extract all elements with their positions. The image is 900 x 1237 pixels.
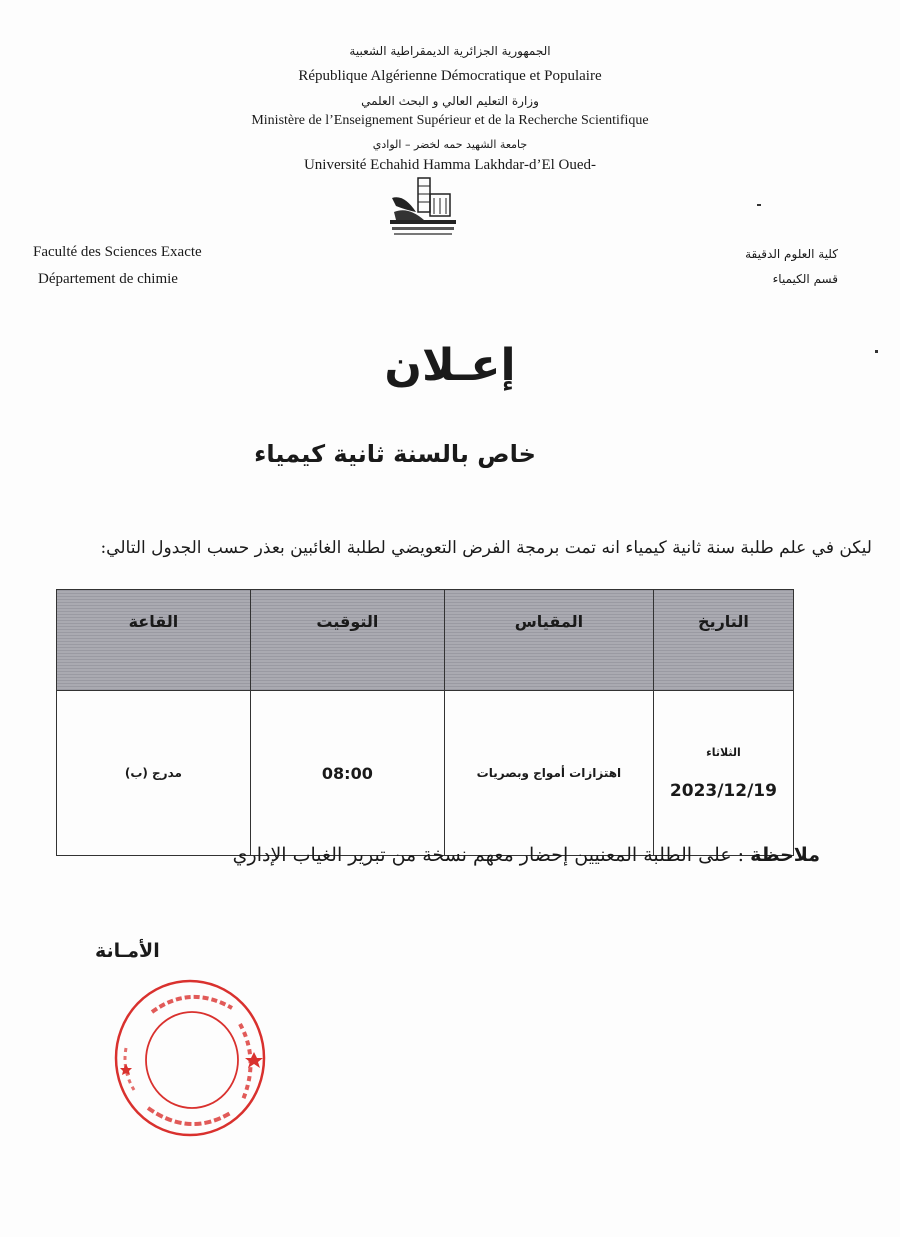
cell-module: اهتزازات أمواج وبصريات [444, 691, 653, 856]
republic-french: République Algérienne Démocratique et Populaire [298, 68, 602, 84]
ministry-french: Ministère de l’Enseignement Supérieur et de la Recherche Scientifique [251, 113, 649, 128]
note [233, 844, 820, 866]
cell-date-value: 2023/12/19 [669, 780, 777, 801]
header-time: التوقيت [250, 590, 444, 691]
table-row [57, 691, 794, 856]
university-french: Université Echahid Hamma Lakhdar-d’El Oued- [303, 157, 597, 173]
ministry-arabic: وزارة التعليم العالي و البحث العلمي [361, 94, 539, 108]
exam-schedule-table [56, 589, 794, 856]
scan-speck [757, 204, 761, 206]
cell-day: الثلاثاء [706, 745, 741, 759]
header-room: القاعة [57, 590, 251, 691]
announcement-subtitle: خاص بالسنة ثانية كيمياء [254, 440, 536, 468]
intro-text: ليكن في علم طلبة سنة ثانية كيمياء انه تمت برمجة الفرض التعويضي لطلبة الغائبين بعذر حسب الجدول التالي: [100, 538, 872, 558]
department-french: Département de chimie [38, 271, 178, 287]
note-text: : على الطلبة المعنيين إحضار معهم نسخة من تبرير الغياب الإداري [232, 844, 745, 866]
republic-arabic: الجمهورية الجزائرية الديمقراطية الشعبية [349, 44, 551, 58]
announcement-title: إعـلان [384, 340, 516, 391]
university-logo-icon [388, 176, 462, 240]
note-label: ملاحظة [750, 844, 820, 866]
header-date: التاريخ [653, 590, 793, 691]
cell-date [653, 691, 793, 856]
official-stamp-icon [112, 978, 268, 1138]
header-module: المقياس [444, 590, 653, 691]
secretariat-signature: الأمـانة [95, 940, 160, 962]
department-arabic: قسم الكيمياء [772, 272, 838, 286]
cell-time: 08:00 [250, 691, 444, 856]
faculty-arabic: كلية العلوم الدقيقة [745, 247, 838, 261]
faculty-french: Faculté des Sciences Exacte [33, 244, 202, 260]
cell-room: مدرج (ب) [57, 691, 251, 856]
university-arabic: جامعة الشهيد حمه لخضر – الوادي [372, 138, 528, 151]
table-header-row [57, 590, 794, 691]
